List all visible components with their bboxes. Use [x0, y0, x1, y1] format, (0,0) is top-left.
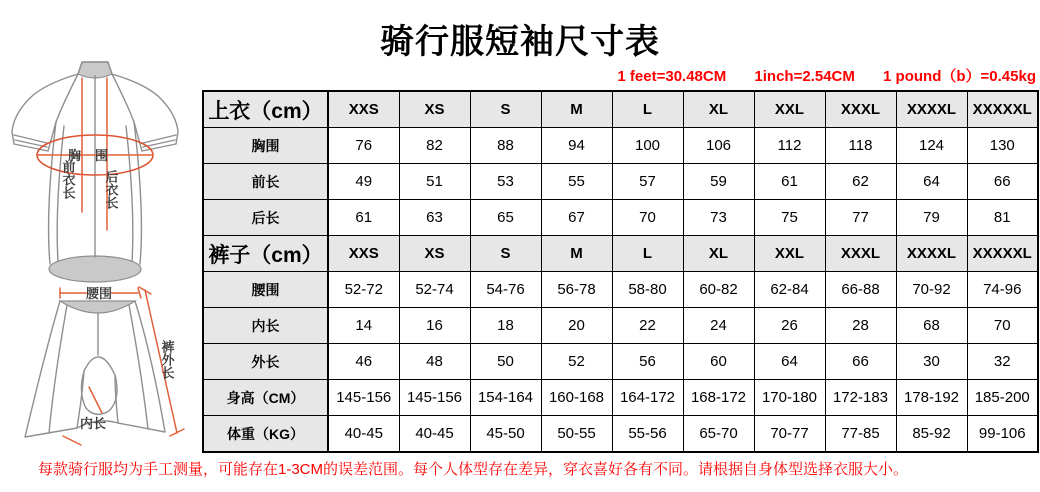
value-cell: 73 [683, 200, 754, 236]
value-cell: 65 [470, 200, 541, 236]
page-title: 骑行服短袖尺寸表 [380, 24, 660, 61]
value-cell: 66 [825, 344, 896, 380]
value-cell: 60-82 [683, 272, 754, 308]
table-row [203, 128, 1038, 164]
value-cell: 172-183 [825, 380, 896, 416]
size-header: XL [683, 236, 754, 272]
value-cell: 85-92 [896, 416, 967, 453]
size-header: L [612, 236, 683, 272]
value-cell: 20 [541, 308, 612, 344]
value-cell: 74-96 [967, 272, 1038, 308]
size-header: XS [399, 91, 470, 128]
value-cell: 76 [328, 128, 399, 164]
size-header: XXXL [825, 91, 896, 128]
value-cell: 32 [967, 344, 1038, 380]
value-cell: 64 [754, 344, 825, 380]
value-cell: 75 [754, 200, 825, 236]
jersey-illustration [8, 60, 198, 288]
table-row [203, 344, 1038, 380]
value-cell: 62 [825, 164, 896, 200]
size-table [202, 90, 1039, 453]
size-table-body [203, 91, 1038, 452]
conversion-inch: 1inch=2.54CM [754, 68, 855, 85]
size-header: L [612, 91, 683, 128]
value-cell: 124 [896, 128, 967, 164]
value-cell: 63 [399, 200, 470, 236]
value-cell: 58-80 [612, 272, 683, 308]
size-header: XXXXL [896, 91, 967, 128]
value-cell: 99-106 [967, 416, 1038, 453]
value-cell: 70 [612, 200, 683, 236]
value-cell: 59 [683, 164, 754, 200]
size-header: XXXXXL [967, 91, 1038, 128]
shorts-outer-length-label: 裤外长 [159, 340, 175, 379]
value-cell: 154-164 [470, 380, 541, 416]
size-header: XXXXXL [967, 236, 1038, 272]
value-cell: 70-77 [754, 416, 825, 453]
value-cell: 16 [399, 308, 470, 344]
value-cell: 48 [399, 344, 470, 380]
value-cell: 22 [612, 308, 683, 344]
value-cell: 106 [683, 128, 754, 164]
value-cell: 82 [399, 128, 470, 164]
size-header: XXXL [825, 236, 896, 272]
section-header-row [203, 91, 1038, 128]
value-cell: 164-172 [612, 380, 683, 416]
value-cell: 145-156 [399, 380, 470, 416]
table-row [203, 380, 1038, 416]
conversion-feet: 1 feet=30.48CM [617, 68, 727, 85]
size-header: XXS [328, 236, 399, 272]
value-cell: 55-56 [612, 416, 683, 453]
value-cell: 50-55 [541, 416, 612, 453]
value-cell: 40-45 [399, 416, 470, 453]
value-cell: 170-180 [754, 380, 825, 416]
shorts-waist-label: 腰围 [85, 286, 113, 301]
size-header: S [470, 91, 541, 128]
value-cell: 50 [470, 344, 541, 380]
value-cell: 57 [612, 164, 683, 200]
value-cell: 88 [470, 128, 541, 164]
row-label: 后长 [203, 200, 328, 236]
value-cell: 70 [967, 308, 1038, 344]
value-cell: 79 [896, 200, 967, 236]
value-cell: 18 [470, 308, 541, 344]
size-header: M [541, 91, 612, 128]
value-cell: 70-92 [896, 272, 967, 308]
value-cell: 77 [825, 200, 896, 236]
value-cell: 178-192 [896, 380, 967, 416]
value-cell: 54-76 [470, 272, 541, 308]
shorts-inner-length-label: 内长 [79, 416, 107, 431]
value-cell: 26 [754, 308, 825, 344]
row-label: 内长 [203, 308, 328, 344]
value-cell: 52 [541, 344, 612, 380]
value-cell: 67 [541, 200, 612, 236]
value-cell: 77-85 [825, 416, 896, 453]
section-title: 上衣（cm） [203, 91, 328, 128]
value-cell: 118 [825, 128, 896, 164]
jersey-back-length-label: 后衣长 [103, 170, 119, 209]
row-label: 外长 [203, 344, 328, 380]
value-cell: 14 [328, 308, 399, 344]
value-cell: 52-72 [328, 272, 399, 308]
value-cell: 112 [754, 128, 825, 164]
unit-conversion-note [617, 65, 1036, 86]
size-header: XXXXL [896, 236, 967, 272]
size-header: XXS [328, 91, 399, 128]
value-cell: 61 [754, 164, 825, 200]
size-header: S [470, 236, 541, 272]
jersey-chest-label: 胸围 [67, 148, 123, 163]
table-row [203, 200, 1038, 236]
value-cell: 64 [896, 164, 967, 200]
value-cell: 160-168 [541, 380, 612, 416]
footnote: 每款骑行服均为手工测量，可能存在1-3CM的误差范围。每个人体型存在差异，穿衣喜好各有不同。请根据自身体型选择衣服大小。 [38, 461, 909, 478]
value-cell: 130 [967, 128, 1038, 164]
size-header: XL [683, 91, 754, 128]
shorts-illustration [5, 285, 215, 457]
value-cell: 49 [328, 164, 399, 200]
table-row [203, 164, 1038, 200]
value-cell: 68 [896, 308, 967, 344]
value-cell: 145-156 [328, 380, 399, 416]
value-cell: 28 [825, 308, 896, 344]
value-cell: 60 [683, 344, 754, 380]
value-cell: 45-50 [470, 416, 541, 453]
value-cell: 62-84 [754, 272, 825, 308]
table-row [203, 308, 1038, 344]
value-cell: 65-70 [683, 416, 754, 453]
jersey-front-length-label: 前衣长 [60, 160, 76, 199]
value-cell: 55 [541, 164, 612, 200]
value-cell: 185-200 [967, 380, 1038, 416]
value-cell: 66 [967, 164, 1038, 200]
row-label: 身高（CM） [203, 380, 328, 416]
row-label: 体重（KG） [203, 416, 328, 453]
section-header-row [203, 236, 1038, 272]
row-label: 腰围 [203, 272, 328, 308]
conversion-pound: 1 pound（b）=0.45kg [883, 68, 1036, 85]
value-cell: 51 [399, 164, 470, 200]
size-header: M [541, 236, 612, 272]
value-cell: 100 [612, 128, 683, 164]
section-title: 裤子（cm） [203, 236, 328, 272]
value-cell: 66-88 [825, 272, 896, 308]
table-row [203, 272, 1038, 308]
value-cell: 81 [967, 200, 1038, 236]
value-cell: 168-172 [683, 380, 754, 416]
value-cell: 30 [896, 344, 967, 380]
value-cell: 53 [470, 164, 541, 200]
row-label: 胸围 [203, 128, 328, 164]
value-cell: 46 [328, 344, 399, 380]
value-cell: 94 [541, 128, 612, 164]
value-cell: 52-74 [399, 272, 470, 308]
value-cell: 61 [328, 200, 399, 236]
size-header: XXL [754, 236, 825, 272]
value-cell: 56-78 [541, 272, 612, 308]
value-cell: 56 [612, 344, 683, 380]
row-label: 前长 [203, 164, 328, 200]
value-cell: 24 [683, 308, 754, 344]
value-cell: 40-45 [328, 416, 399, 453]
size-header: XXL [754, 91, 825, 128]
table-row [203, 416, 1038, 453]
size-header: XS [399, 236, 470, 272]
